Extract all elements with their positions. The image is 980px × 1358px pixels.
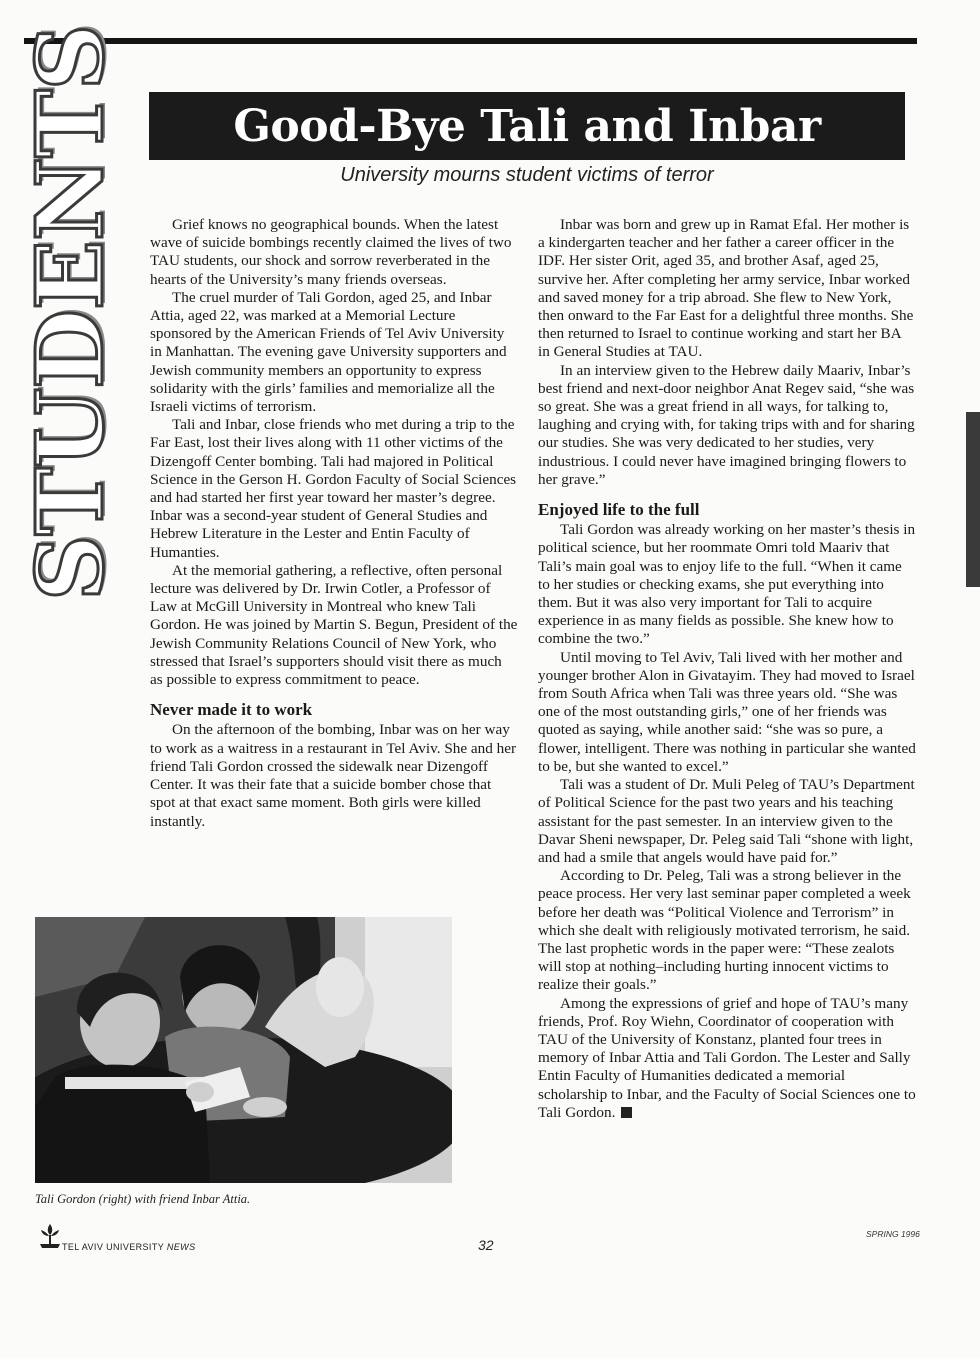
section-heading: Enjoyed life to the full [538, 500, 700, 520]
paragraph: Tali Gordon was already working on her master’s thesis in political science, but her roommate Omri told Maariv that Tali’s main goal was to enjoy life to the full. “When it came to her studies or checking exams, she put everything into them. But it was also very important for Tali to acquire experience in as many fields as possible. She knew how to combine the two.” [538, 521, 916, 648]
issue-date: SPRING 1996 [866, 1229, 920, 1239]
photo-caption: Tali Gordon (right) with friend Inbar Attia. [35, 1192, 251, 1206]
paragraph: According to Dr. Peleg, Tali was a strong believer in the peace process. Her very last seminar paper completed a week before her death was “Political Violence and Terrorism” in which she dealt with religiously motivated terrorism, he said. The last prophetic words in the paper were: “These zealots will stop at nothing–including hurting innocent victims to realize their goals.” [538, 867, 911, 994]
photo-illustration [35, 917, 452, 1183]
paragraph: The cruel murder of Tali Gordon, aged 25, and Inbar Attia, aged 22, was marked at a Memorial Lecture sponsored by the American Friends of Tel Aviv University in Manhattan. The evening gave University supporters and Jewish community members an opportunity to express solidarity with the girls’ families and memorialize all the Israeli victims of terrorism. [150, 288, 507, 416]
paragraph-text: Among the expressions of grief and hope of TAU’s many friends, Prof. Roy Wiehn, Coordinator of cooperation with TAU of the University of Konstanz, planted four trees in memory of Inbar Attia and Tali Gordon. The Lester and Sally Entin Faculty of Humanities dedicated a memorial scholarship to Inbar, and the Faculty of Social Sciences one to Tali Gordon. [538, 994, 916, 1121]
paragraph: Until moving to Tel Aviv, Tali lived with her mother and younger brother Alon in Givatayim. They had moved to Israel from South Africa when Tali was three years old. “She was one of the most outstanding girls,” one of her friends was quoted as saying, while another said: “she was so pure, a flower, intelligent. There was nothing in particular she wanted to be, but she wanted to excel.” [538, 648, 916, 775]
left-column [150, 216, 518, 831]
paragraph: In an interview given to the Hebrew daily Maariv, Inbar’s best friend and next-door neighbor Anat Regev said, “she was so great. She was a great friend in all ways, for talking to, laughing and crying with, for taking trips with and for sharing our studies. She was very dedicated to her studies, very industrious. I could never have imagined bringing flowers to her grave.” [538, 361, 915, 488]
photo-tali-and-inbar [35, 917, 452, 1183]
headline: Good-Bye Tali and Inbar [233, 100, 821, 152]
headline-bar [149, 92, 905, 160]
section-label-text: STUDENTS [16, 24, 124, 601]
paragraph: On the afternoon of the bombing, Inbar was on her way to work as a waitress in a restaurant in Tel Aviv. She and her friend Tali Gordon crossed the sidewalk near Dizengoff Center. It was their fate that a suicide bomber chose that spot at that exact same moment. Both girls were killed instantly. [150, 721, 517, 830]
paragraph: Tali and Inbar, close friends who met during a trip to the Far East, lost their lives along with 11 other victims of the Dizengoff Center bombing. Tali had majored in Political Science in the Gerson H. Gordon Faculty of Social Sciences and had started her first year toward her master’s degree. Inbar was a second-year student of General Studies and Hebrew Literature in the Lester and Entin Faculty of Humanties. [150, 416, 517, 561]
section-label [16, 24, 124, 601]
end-mark-icon [621, 1107, 632, 1118]
paragraph: At the memorial gathering, a reflective, often personal lecture was delivered by Dr. Irwin Cotler, a Professor of Law at McGill University in Montreal who knew Tali Gordon. He was joined by Martin S. Begun, President of the Jewish Community Relations Council of New York, who stressed that Israel’s supporters should visit there as much as possible to express commitment to peace. [150, 561, 518, 689]
paragraph-final [538, 995, 916, 1122]
footer-brand-suffix: NEWS [166, 1242, 196, 1252]
university-logo-icon [38, 1222, 62, 1250]
right-column [538, 216, 916, 1122]
footer-brand [62, 1242, 195, 1252]
paragraph: Inbar was born and grew up in Ramat Efal. Her mother is a kindergarten teacher and her father a career officer in the IDF. Her sister Orit, aged 35, and brother Asaf, aged 25, survive her. After completing her army service, Inbar worked and saved money for a trip abroad. She flew to New York, then onward to the Far East for a delightful three months. She then returned to Israel to continue working and start her BA in General Studies at TAU. [538, 216, 914, 361]
paragraph: Tali was a student of Dr. Muli Peleg of TAU’s Department of Political Science for the past two years and his teaching assistant for the past semester. In an interview given to the Davar Sheni newspaper, Dr. Peleg said Tali “shone with light, and had a smile that angels would have paid for.” [538, 776, 915, 866]
section-heading: Never made it to work [150, 700, 313, 720]
page-edge-tab [966, 412, 980, 587]
paragraph: Grief knows no geographical bounds. When the latest wave of suicide bombings recently claimed the lives of two TAU students, our shock and sorrow reverberated in the hearts of the University’s many friends overseas. [150, 216, 512, 288]
top-rule [24, 38, 917, 44]
page-number: 32 [478, 1237, 494, 1253]
footer-brand-name: TEL AVIV UNIVERSITY [62, 1242, 164, 1252]
subheadline: University mourns student victims of terror [340, 164, 714, 186]
